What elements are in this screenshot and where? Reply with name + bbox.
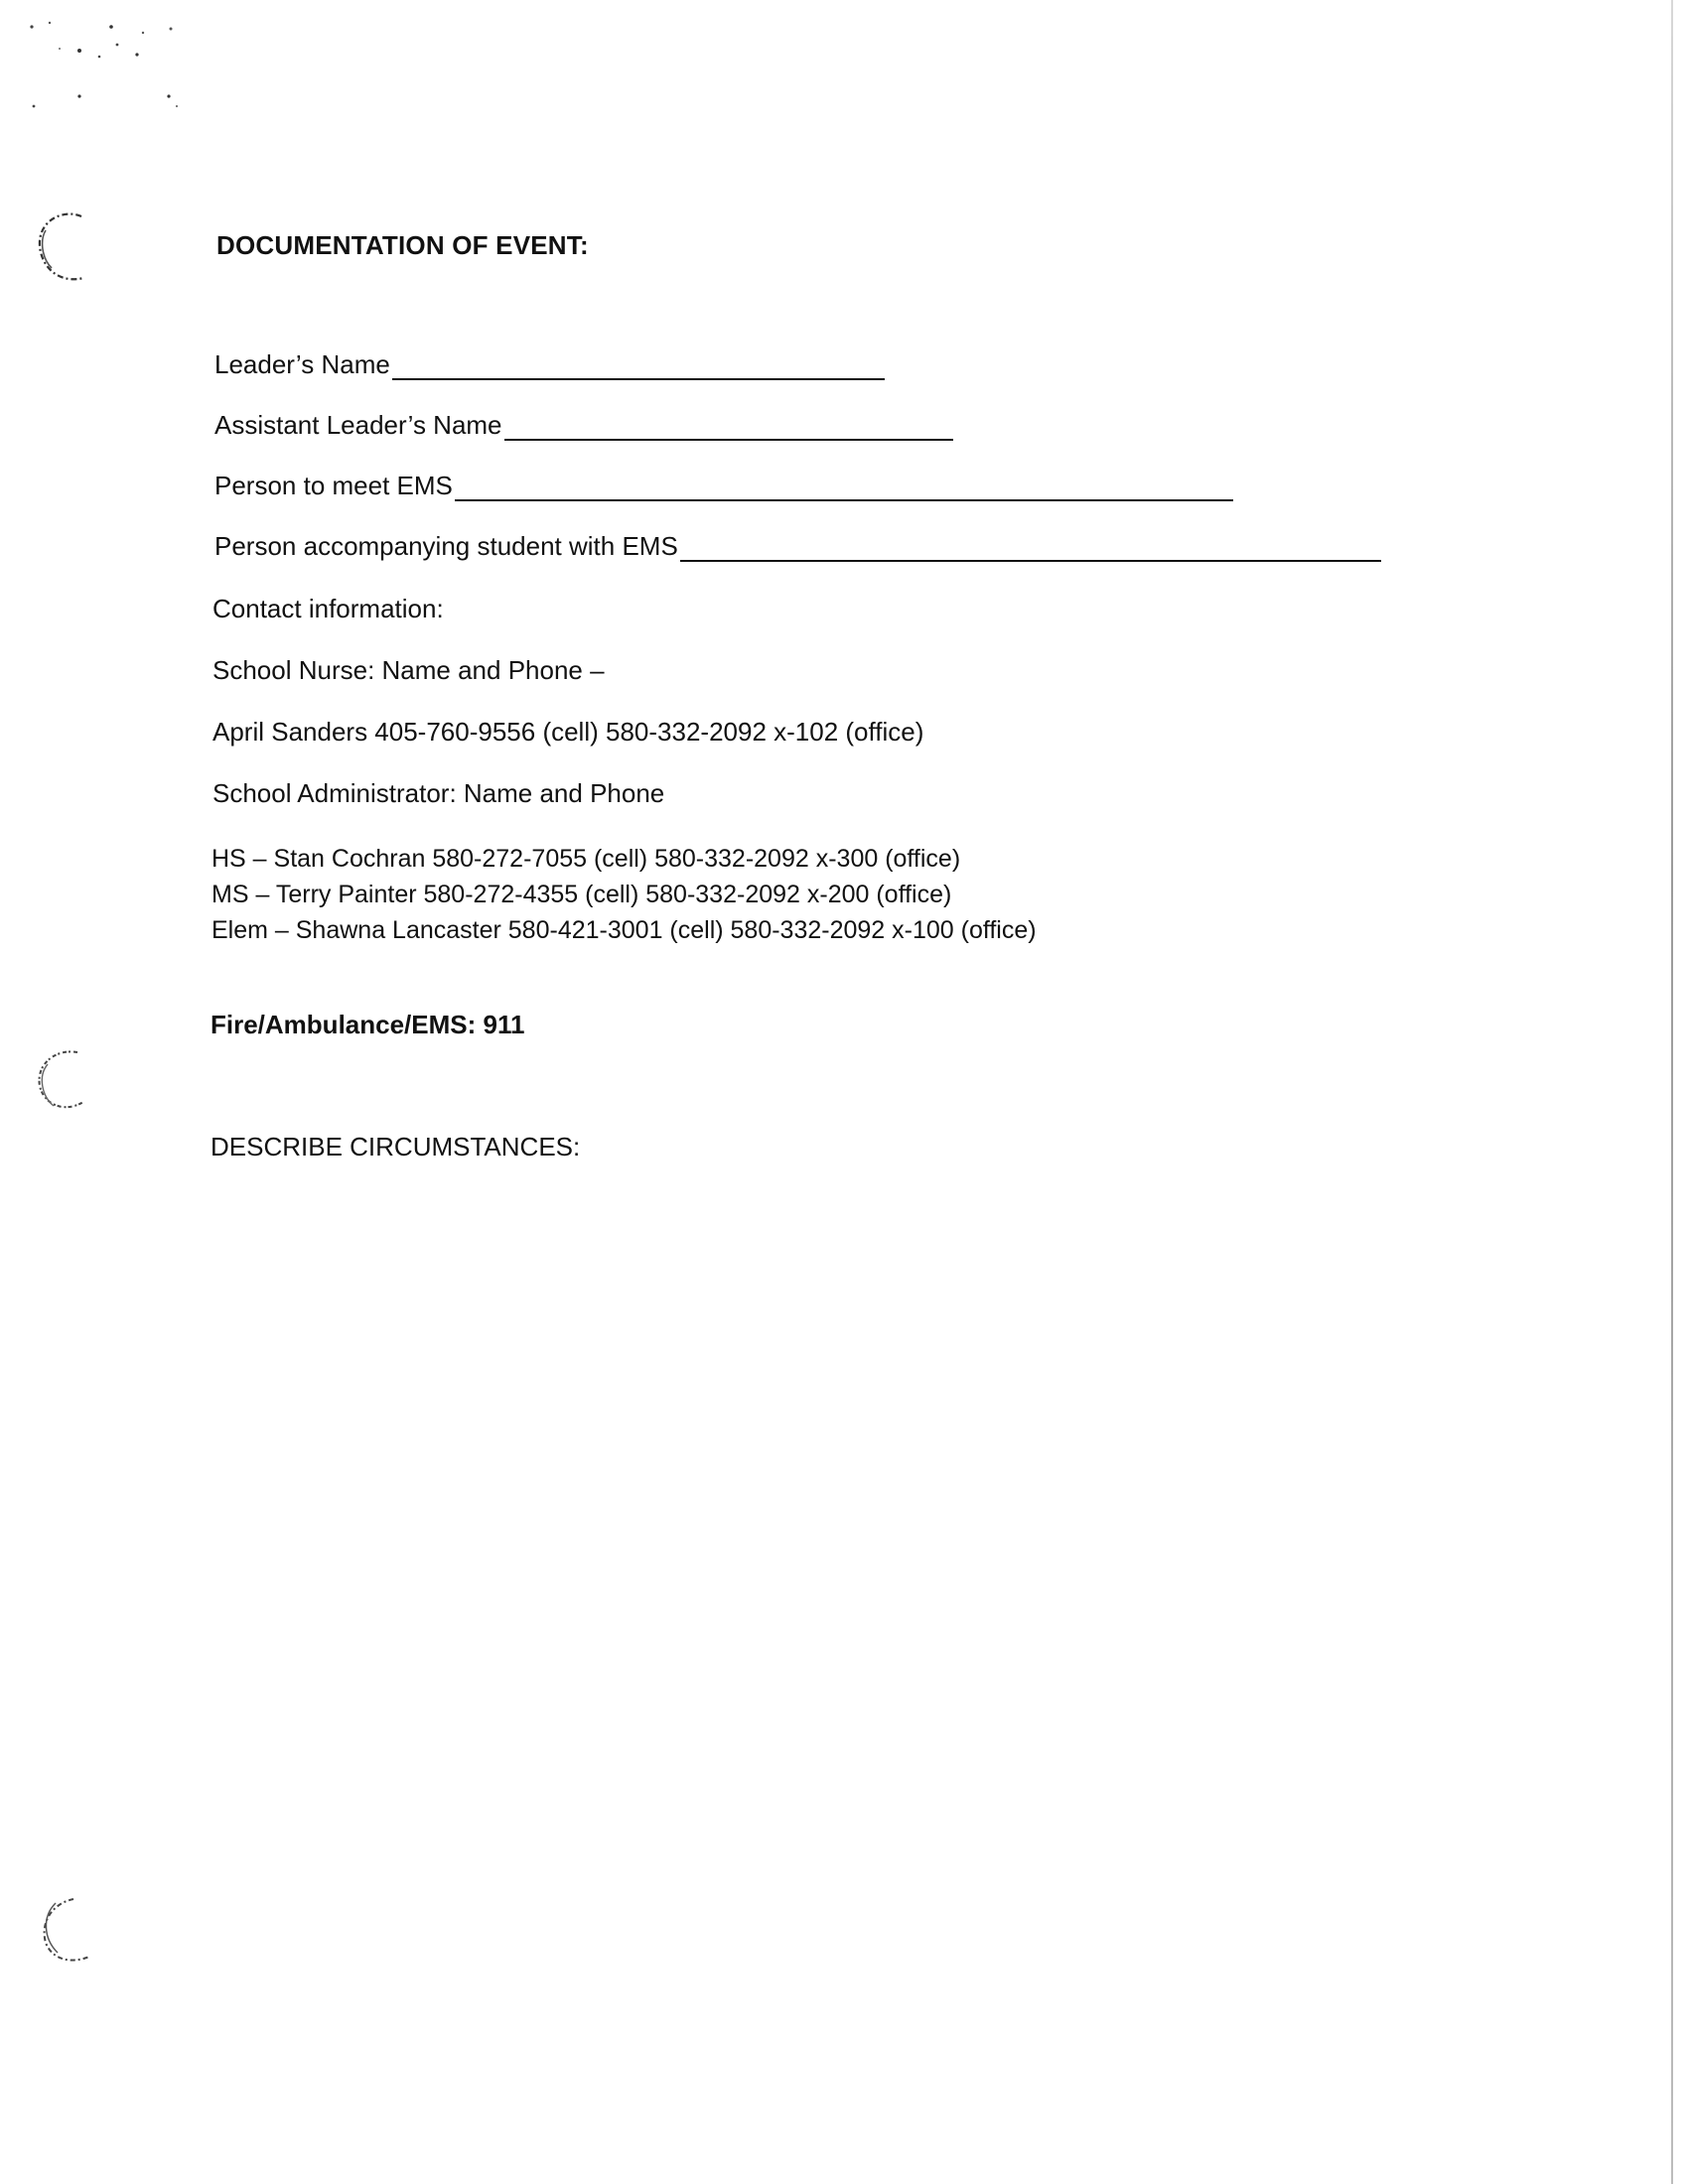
punch-hole-mark-icon	[34, 1891, 97, 1971]
list-item: Elem – Shawna Lancaster 580-421-3001 (cell) 580-332-2092 x-100 (office)	[211, 916, 1037, 944]
describe-circumstances-heading: DESCRIBE CIRCUMSTANCES:	[211, 1132, 581, 1161]
leader-name-field[interactable]	[214, 349, 885, 380]
document-heading: DOCUMENTATION OF EVENT:	[216, 230, 589, 260]
blank-line[interactable]	[504, 413, 953, 441]
person-to-meet-ems-field[interactable]	[214, 471, 1233, 501]
school-nurse-info: April Sanders 405-760-9556 (cell) 580-332-2092 x-102 (office)	[212, 717, 924, 747]
list-item: HS – Stan Cochran 580-272-7055 (cell) 580-332-2092 x-300 (office)	[211, 845, 961, 873]
punch-hole-mark-icon	[34, 206, 97, 286]
assistant-leader-name-field[interactable]	[214, 410, 953, 441]
scan-edge-line	[1671, 0, 1673, 2184]
administrator-list	[211, 841, 1037, 948]
field-label: Person accompanying student with EMS	[214, 531, 678, 561]
field-label: Leader’s Name	[214, 349, 390, 379]
person-accompanying-student-field[interactable]	[214, 531, 1381, 562]
field-label: Assistant Leader’s Name	[214, 410, 502, 440]
school-administrator-title: School Administrator: Name and Phone	[212, 778, 665, 808]
blank-line[interactable]	[680, 534, 1381, 562]
punch-hole-mark-icon	[32, 1042, 95, 1122]
emergency-number: Fire/Ambulance/EMS: 911	[211, 1010, 525, 1039]
scan-speckles	[20, 15, 199, 124]
contact-information-title: Contact information:	[212, 594, 444, 623]
field-label: Person to meet EMS	[214, 471, 453, 500]
school-nurse-title: School Nurse: Name and Phone –	[212, 655, 605, 685]
blank-line[interactable]	[392, 352, 885, 380]
list-item: MS – Terry Painter 580-272-4355 (cell) 580-332-2092 x-200 (office)	[211, 881, 952, 908]
blank-line[interactable]	[455, 474, 1233, 501]
